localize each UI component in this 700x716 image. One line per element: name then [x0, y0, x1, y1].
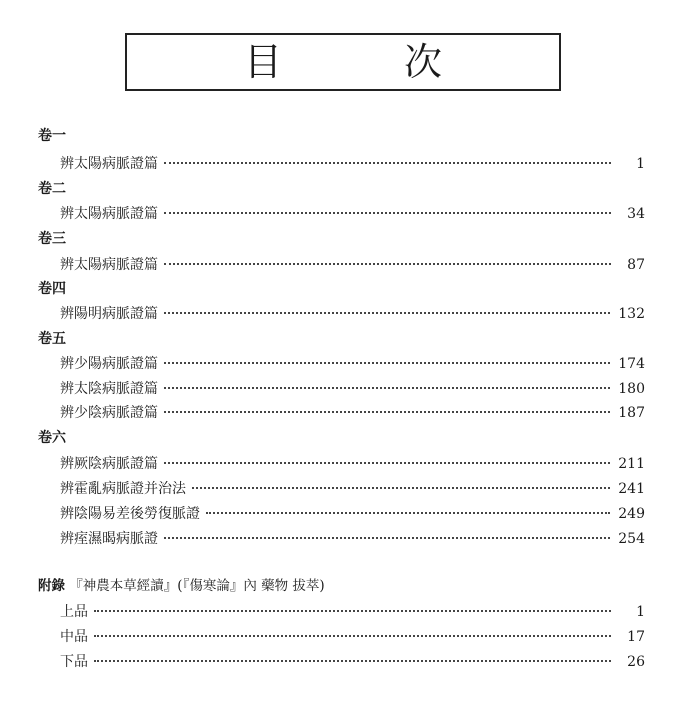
leader-dots [164, 362, 610, 364]
leader-dots [94, 610, 611, 612]
entry-page: 132 [618, 306, 645, 322]
leader-dots [164, 312, 610, 314]
toc-title: 目 次 [243, 40, 484, 84]
entry-page: 17 [627, 629, 645, 645]
toc-entry[interactable] [60, 505, 645, 523]
volume-heading: 卷三 [38, 231, 66, 247]
toc-entry[interactable] [60, 455, 645, 473]
entry-title: 上品 [60, 604, 88, 620]
volume-heading: 卷一 [38, 128, 66, 144]
leader-dots [164, 212, 611, 214]
entry-title: 辨太陽病脈證篇 [60, 257, 158, 273]
leader-dots [164, 162, 611, 164]
toc-entry[interactable] [60, 530, 645, 548]
entry-title: 辨少陰病脈證篇 [60, 405, 158, 421]
entry-title: 辨太陽病脈證篇 [60, 156, 158, 172]
toc-entry[interactable] [60, 256, 645, 274]
entry-page: 180 [618, 381, 645, 397]
leader-dots [206, 512, 610, 514]
volume-heading: 卷四 [38, 281, 66, 297]
entry-page: 249 [618, 506, 645, 522]
entry-page: 241 [618, 481, 645, 497]
volume-heading: 卷六 [38, 430, 66, 446]
toc-entry[interactable] [60, 380, 645, 398]
appendix-label: 附錄 [38, 578, 65, 594]
leader-dots [164, 263, 611, 265]
entry-title: 辨痓濕暍病脈證 [60, 531, 158, 547]
entry-title: 中品 [60, 629, 88, 645]
leader-dots [94, 635, 611, 637]
entry-page: 174 [618, 356, 645, 372]
toc-entry[interactable] [60, 305, 645, 323]
leader-dots [192, 487, 610, 489]
entry-title: 辨厥陰病脈證篇 [60, 456, 158, 472]
entry-title: 下品 [60, 654, 88, 670]
toc-entry[interactable] [60, 603, 645, 621]
entry-page: 26 [627, 654, 645, 670]
toc-entry[interactable] [60, 404, 645, 422]
toc-entry[interactable] [60, 653, 645, 671]
entry-page: 187 [618, 405, 645, 421]
leader-dots [164, 462, 610, 464]
entry-title: 辨陽明病脈證篇 [60, 306, 158, 322]
entry-page: 211 [618, 456, 645, 472]
toc-entry[interactable] [60, 480, 645, 498]
appendix-text: 『神農本草經讀』(『傷寒論』內 藥物 拔萃) [69, 578, 325, 594]
entry-page: 1 [636, 156, 645, 172]
leader-dots [164, 411, 610, 413]
volume-heading: 卷二 [38, 181, 66, 197]
entry-title: 辨陰陽易差後勞復脈證 [60, 506, 200, 522]
toc-entry[interactable] [60, 205, 645, 223]
leader-dots [94, 660, 611, 662]
entry-title: 辨太陽病脈證篇 [60, 206, 158, 222]
entry-page: 1 [636, 604, 645, 620]
volume-heading: 卷五 [38, 331, 66, 347]
entry-title: 辨少陽病脈證篇 [60, 356, 158, 372]
leader-dots [164, 537, 610, 539]
leader-dots [164, 387, 610, 389]
toc-entry[interactable] [60, 355, 645, 373]
entry-title: 辨霍亂病脈證并治法 [60, 481, 186, 497]
toc-entry[interactable] [60, 628, 645, 646]
entry-page: 87 [627, 257, 645, 273]
toc-entry[interactable] [60, 155, 645, 173]
entry-page: 254 [618, 531, 645, 547]
appendix-heading [38, 577, 325, 595]
entry-title: 辨太陰病脈證篇 [60, 381, 158, 397]
entry-page: 34 [627, 206, 645, 222]
